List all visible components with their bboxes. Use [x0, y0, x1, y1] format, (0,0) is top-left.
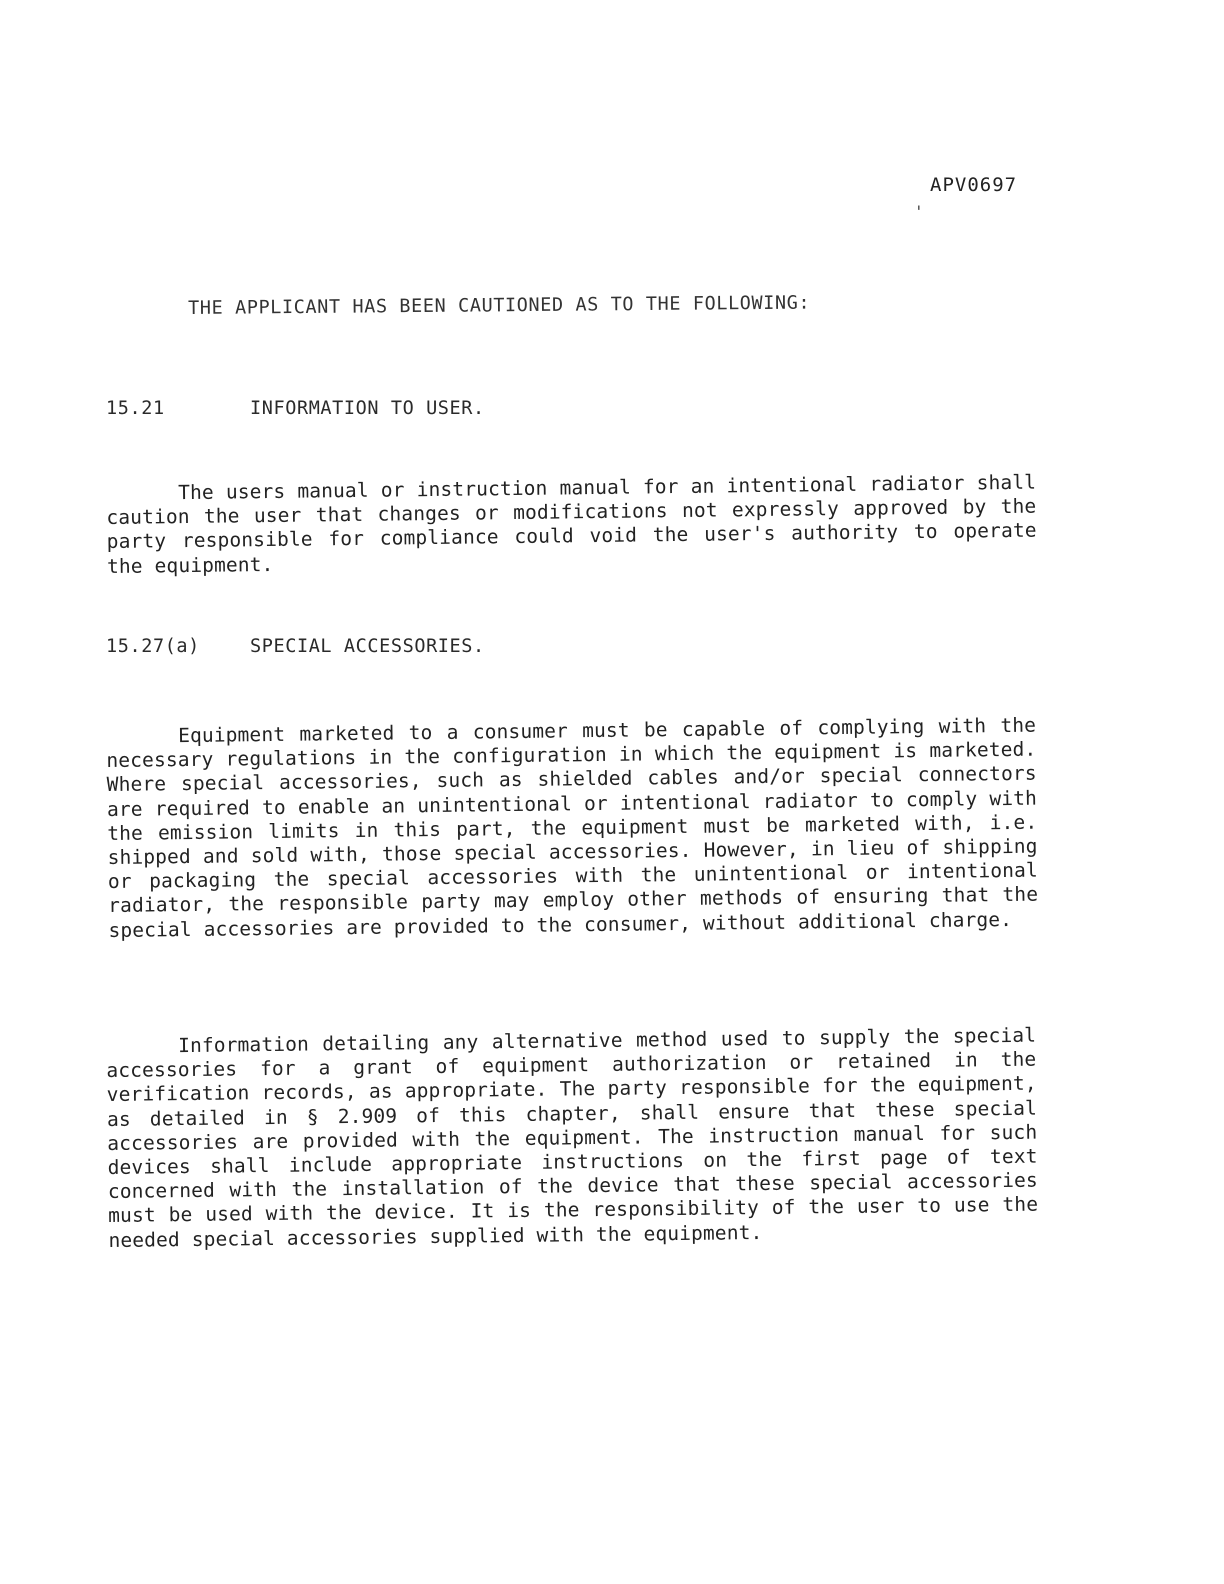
- section-title: SPECIAL ACCESSORIES.: [250, 636, 485, 657]
- stray-mark: ': [914, 202, 924, 221]
- paragraph-information-to-user: The users manual or instruction manual for an intentional radiator shall caution the user that changes or modifications not expressly approved by the party responsible for compliance could void the user's authority to operate the equipment.: [106, 470, 1037, 578]
- section-title: INFORMATION TO USER.: [250, 398, 485, 419]
- section-heading-15-21: [106, 398, 485, 419]
- section-number: 15.21: [106, 398, 165, 419]
- paragraph-alternative-method: Information detailing any alternative method used to supply the special accessories for a grant of equipment authorization or retained in the verification records, as appropriate. The party responsible for the equipment, as detailed in § 2.909 of this chapter, shall ensure that these special accessories are provided with the equipment. The instruction manual for such devices shall include appropriate instructions on the first page of text concerned with the installation of the device that these special accessories must be used with the device. It is the responsibility of the user to use the needed special accessories supplied with the equipment.: [106, 1023, 1039, 1252]
- section-number: 15.27(a): [106, 636, 200, 657]
- document-id: APV0697: [930, 174, 1018, 196]
- paragraph-special-accessories: Equipment marketed to a consumer must be capable of complying with the necessary regulations in the configuration in which the equipment is marketed. Where special accessories, such as shielded cables and/or special connectors are required to enable an unintentional or intentional radiator to comply with the emission limits in this part, the equipment must be marketed with, i.e. shipped and sold with, those special accessories. However, in lieu of shipping or packaging the special accessories with the unintentional or intentional radiator, the responsible party may employ other methods of ensuring that the special accessories are provided to the consumer, without additional charge.: [106, 713, 1039, 942]
- section-heading-15-27a: [106, 636, 485, 657]
- caution-heading: THE APPLICANT HAS BEEN CAUTIONED AS TO THE FOLLOWING:: [188, 292, 811, 319]
